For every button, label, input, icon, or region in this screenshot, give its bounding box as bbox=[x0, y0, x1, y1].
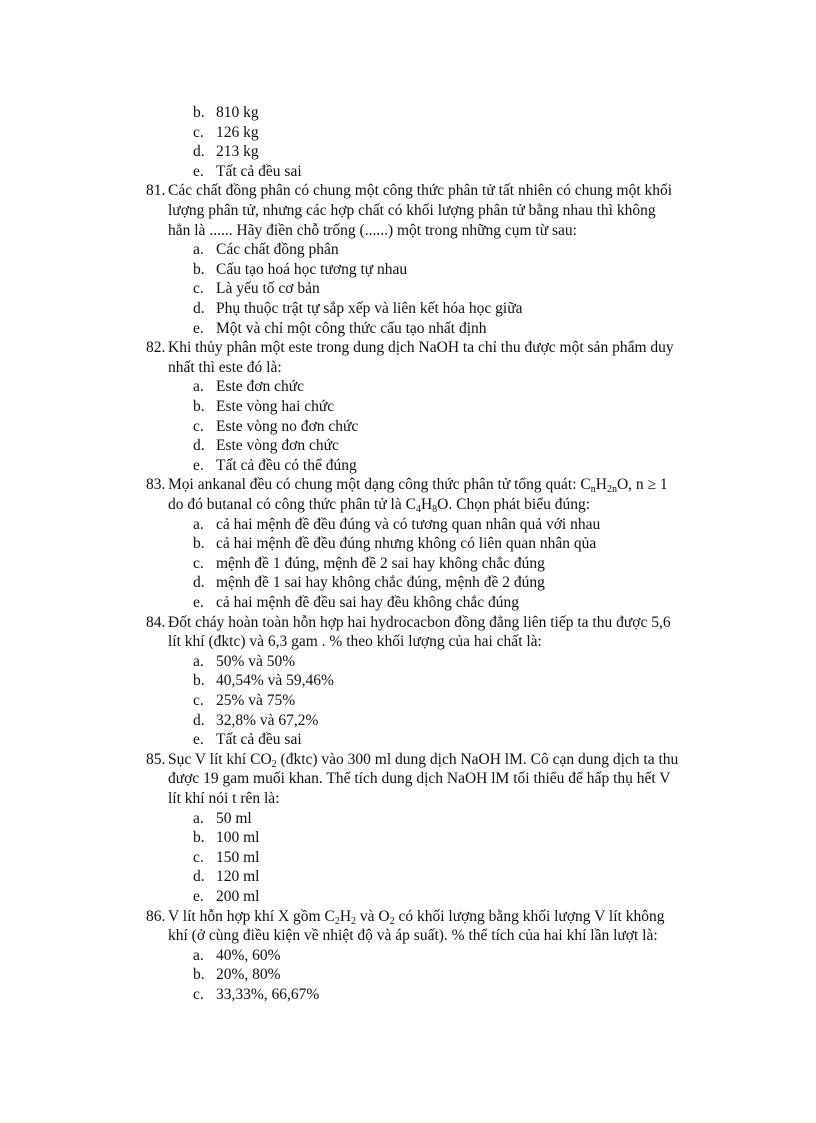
option-label: a. bbox=[193, 241, 204, 259]
option-text: mệnh đề 1 đúng, mệnh đề 2 sai hay không chắc đúng bbox=[216, 554, 545, 572]
option-label: b. bbox=[193, 535, 205, 553]
question-text: Các chất đồng phân có chung một công thức phân tử tất nhiên có chung một khối bbox=[168, 182, 673, 200]
question-text: được 19 gam muối khan. Thể tích dung dịch NaOH lM tối thiểu để hấp thụ hết V bbox=[168, 770, 671, 788]
option-text: 810 kg bbox=[216, 104, 259, 121]
option-text: 40%, 60% bbox=[216, 946, 281, 964]
option-label: a. bbox=[193, 378, 204, 396]
text-run: và O bbox=[356, 907, 390, 925]
option-text: Este vòng no đơn chức bbox=[216, 417, 359, 435]
option-label: e. bbox=[193, 162, 204, 180]
question-text bbox=[168, 475, 668, 495]
option-text: 32,8% và 67,2% bbox=[216, 711, 319, 729]
subscript: 8 bbox=[432, 504, 438, 515]
option-text: Phụ thuộc trật tự sắp xếp và liên kết hóa học giữa bbox=[216, 300, 523, 317]
option-label: c. bbox=[193, 280, 204, 298]
subscript: 2 bbox=[389, 915, 395, 927]
option-text: Các chất đồng phân bbox=[216, 241, 339, 259]
option-text: Este đơn chức bbox=[216, 378, 305, 396]
option-label: b. bbox=[193, 104, 205, 121]
question-text: lít khí nói t rên là: bbox=[168, 790, 280, 807]
option-text: Là yếu tố cơ bản bbox=[216, 280, 320, 298]
option-label: e. bbox=[193, 319, 204, 337]
option-label: d. bbox=[193, 143, 205, 161]
option-text: Một và chỉ một công thức cấu tạo nhất định bbox=[216, 319, 487, 337]
option-label: d. bbox=[193, 437, 205, 455]
option-label: a. bbox=[193, 515, 204, 533]
question-text: Đốt cháy hoàn toàn hỗn hợp hai hydrocacbon đồng đẳng liên tiếp ta thu được 5,6 bbox=[168, 613, 671, 631]
subscript: 2 bbox=[351, 915, 357, 927]
option-text: 100 ml bbox=[216, 829, 260, 847]
text-run: Sục V lít khí CO bbox=[168, 750, 272, 768]
option-label: c. bbox=[193, 554, 204, 572]
option-label: e. bbox=[193, 731, 204, 749]
option-text: 126 kg bbox=[216, 123, 259, 141]
text-run: H bbox=[339, 907, 352, 925]
option-text: 25% và 75% bbox=[216, 692, 296, 709]
text-run: Mọi ankanal đều có chung một dạng công thức phân tử tổng quát: C bbox=[168, 476, 591, 494]
question-text: khí (ở cùng điều kiện về nhiệt độ và áp suất). % thể tích của hai khí lần lượt là: bbox=[168, 927, 658, 945]
option-label: c. bbox=[193, 417, 204, 435]
option-text: cả hai mệnh đề đều sai hay đều không chắc đúng bbox=[216, 594, 520, 611]
text-run: H bbox=[420, 496, 433, 513]
option-label: a. bbox=[193, 652, 204, 670]
option-label: b. bbox=[193, 829, 205, 847]
option-text: 213 kg bbox=[216, 143, 259, 161]
option-label: d. bbox=[193, 711, 205, 729]
question-number: 84. bbox=[146, 613, 166, 631]
option-label: e. bbox=[193, 456, 204, 474]
option-label: b. bbox=[193, 260, 205, 278]
option-label: d. bbox=[193, 574, 205, 592]
question-text: hẳn là ...... Hãy điền chỗ trống (......) một trong những cụm từ sau: bbox=[168, 221, 577, 239]
option-label: b. bbox=[193, 672, 205, 690]
option-label: c. bbox=[193, 986, 204, 1003]
option-text: cả hai mệnh đề đều đúng nhưng không có liên quan nhân qủa bbox=[216, 535, 597, 553]
option-text: 50 ml bbox=[216, 809, 252, 827]
option-text: Este vòng đơn chức bbox=[216, 437, 339, 455]
option-label: a. bbox=[193, 946, 204, 964]
option-label: c. bbox=[193, 123, 204, 141]
text-run: O, n ≥ 1 bbox=[616, 476, 668, 494]
subscript: 2 bbox=[334, 915, 340, 927]
option-text: Cấu tạo hoá học tương tự nhau bbox=[216, 260, 408, 278]
question-text bbox=[168, 495, 590, 515]
option-text: 50% và 50% bbox=[216, 652, 296, 670]
option-text: Tất cả đều sai bbox=[216, 162, 302, 180]
question-number: 85. bbox=[146, 750, 166, 768]
text-run: có khối lượng bằng khối lượng V lít không bbox=[394, 907, 665, 925]
question-number: 86. bbox=[146, 907, 166, 925]
question-number: 81. bbox=[146, 182, 166, 200]
question-text bbox=[168, 907, 664, 927]
question-text: lượng phân tử, nhưng các hợp chất có khối lượng phân tử bằng nhau thì không bbox=[168, 202, 656, 219]
option-label: e. bbox=[193, 888, 204, 905]
question-text: Khi thủy phân một este trong dung dịch NaOH ta chỉ thu được một sản phẩm duy bbox=[168, 339, 674, 357]
subscript: 4 bbox=[415, 504, 421, 515]
subscript: 2n bbox=[606, 484, 617, 496]
option-text: 200 ml bbox=[216, 888, 260, 905]
option-label: c. bbox=[193, 692, 204, 709]
option-text: Tất cả đều có thể đúng bbox=[216, 456, 357, 474]
option-text: 150 ml bbox=[216, 848, 260, 866]
question-number: 82. bbox=[146, 339, 166, 357]
option-text: 120 ml bbox=[216, 868, 260, 886]
subscript: 2 bbox=[271, 758, 277, 770]
option-label: b. bbox=[193, 966, 205, 984]
question-number: 83. bbox=[146, 476, 166, 494]
option-label: a. bbox=[193, 809, 204, 827]
option-label: d. bbox=[193, 868, 205, 886]
option-text: 33,33%, 66,67% bbox=[216, 986, 320, 1003]
option-text: mệnh đề 1 sai hay không chắc đúng, mệnh đề 2 đúng bbox=[216, 574, 545, 592]
option-text: 40,54% và 59,46% bbox=[216, 672, 334, 690]
question-text: lít khí (đktc) và 6,3 gam . % theo khối lượng của hai chất là: bbox=[168, 633, 542, 651]
text-run: H bbox=[595, 476, 607, 494]
text-run: (đktc) vào 300 ml dung dịch NaOH lM. Cô cạn dung dịch ta thu bbox=[276, 750, 679, 768]
option-text: Este vòng hai chức bbox=[216, 398, 335, 415]
text-run: V lít hỗn hợp khí X gồm C bbox=[168, 907, 335, 925]
text-run: O. Chọn phát biểu đúng: bbox=[437, 496, 591, 513]
option-label: b. bbox=[193, 398, 205, 415]
option-label: d. bbox=[193, 300, 205, 317]
text-run: do đó butanal có công thức phân tử là C bbox=[168, 496, 416, 513]
option-label: c. bbox=[193, 848, 204, 866]
option-label: e. bbox=[193, 594, 204, 611]
option-text: 20%, 80% bbox=[216, 966, 281, 984]
option-text: Tất cả đều sai bbox=[216, 731, 302, 749]
question-text bbox=[168, 750, 678, 770]
option-text: cả hai mệnh đề đều đúng và có tương quan nhân quả với nhau bbox=[216, 515, 601, 533]
question-text: nhất thì este đó là: bbox=[168, 358, 282, 376]
subscript: n bbox=[590, 484, 596, 496]
